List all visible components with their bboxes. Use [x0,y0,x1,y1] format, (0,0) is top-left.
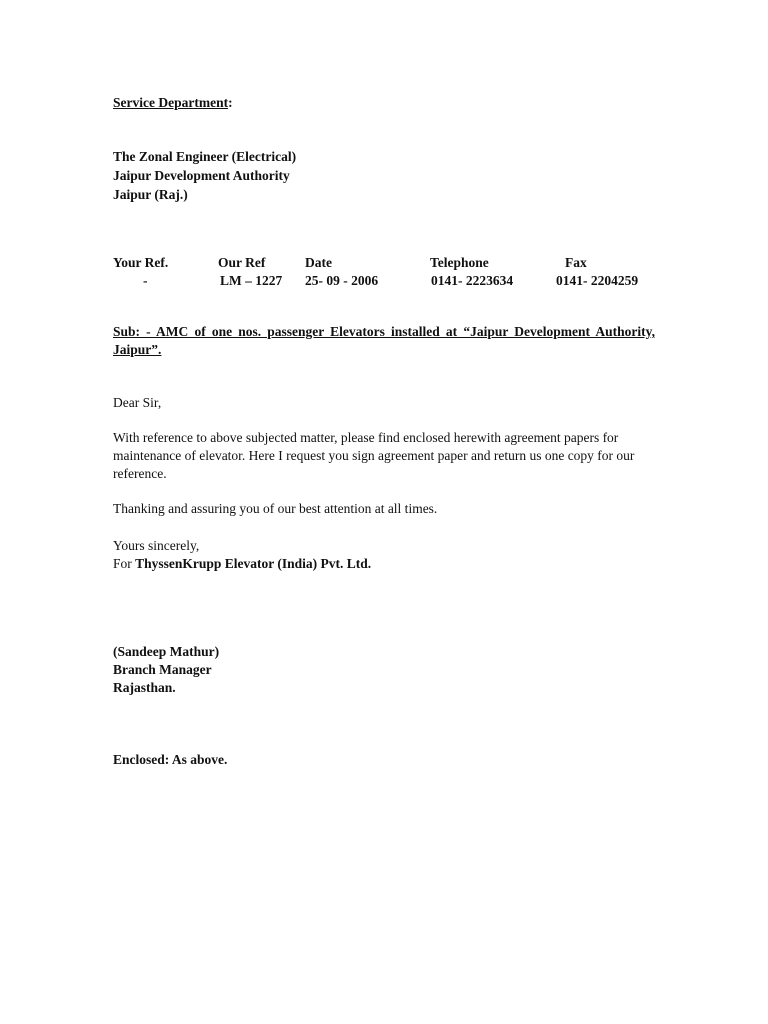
ref-value-telephone: 0141- 2223634 [431,273,514,288]
company-name: ThyssenKrupp Elevator (India) Pvt. Ltd. [135,556,372,571]
for-prefix: For [113,556,136,571]
body-paragraph: With reference to above subjected matter, please find enclosed herewith agreement papers for maintenance of elevator. Here I request you sign agreement paper and return us one copy for our reference. [113,430,635,481]
ref-header-telephone: Telephone [430,255,489,270]
subject-line: Sub: - AMC of one nos. passenger Elevators installed at “Jaipur Development Authority, Jaipur”. [113,324,655,357]
ref-value-date: 25- 09 - 2006 [305,273,379,288]
department-heading [113,94,233,112]
ref-header-date: Date [305,255,332,270]
addressee-line-2: Jaipur Development Authority [113,168,290,183]
ref-value-our-ref: LM – 1227 [220,273,283,288]
salutation: Dear Sir, [113,395,162,410]
signatory-region: Rajasthan. [113,680,176,695]
signatory-name: (Sandeep Mathur) [113,644,220,659]
ref-header-our-ref: Our Ref [218,255,266,270]
signatory-title: Branch Manager [113,662,212,677]
ref-header-your-ref: Your Ref. [113,255,169,270]
addressee-line-3: Jaipur (Raj.) [113,187,188,202]
department-label: Service Department [113,95,229,110]
ref-value-your-ref: - [143,273,148,288]
ref-header-fax: Fax [565,255,587,270]
addressee-block [113,147,296,204]
reference-table [0,254,768,294]
ref-value-fax: 0141- 2204259 [556,273,639,288]
department-colon: : [228,95,233,110]
signature-block [113,643,219,697]
company-line [113,555,371,573]
thanks-line: Thanking and assuring you of our best attention at all times. [113,501,438,516]
closing-line: Yours sincerely, [113,538,200,553]
enclosed-note: Enclosed: As above. [113,752,228,767]
addressee-line-1: The Zonal Engineer (Electrical) [113,149,297,164]
